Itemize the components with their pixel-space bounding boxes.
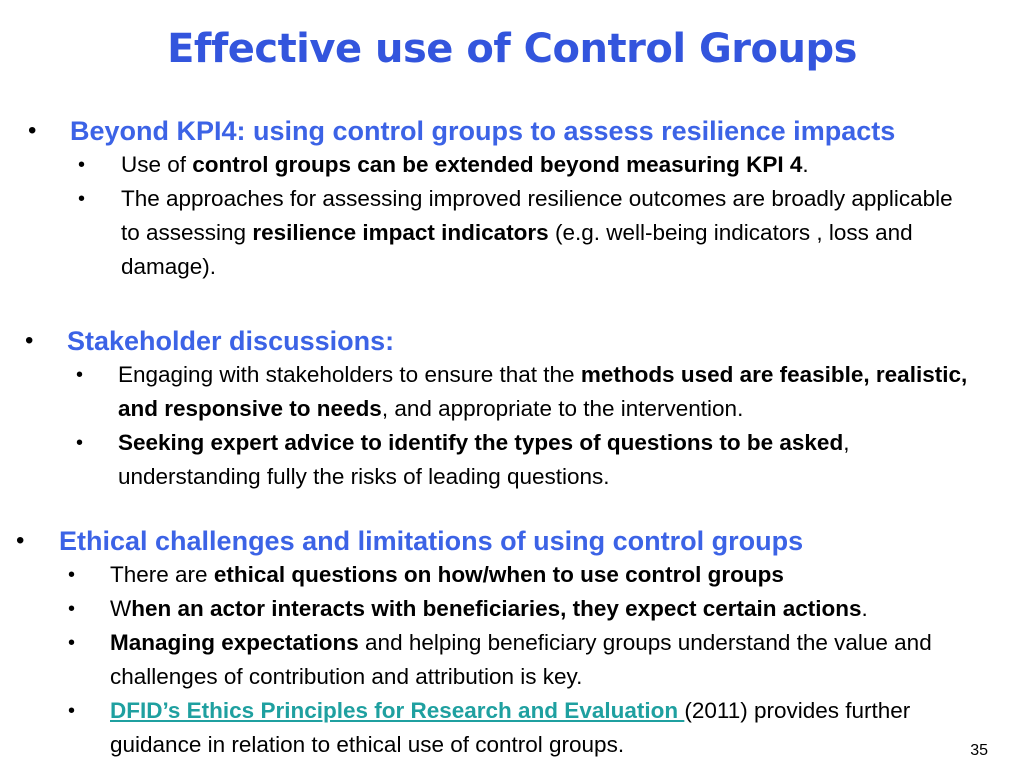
- text-run: W: [110, 596, 132, 621]
- list-item: [76, 358, 998, 426]
- list-item: [76, 426, 998, 494]
- bullet-icon: •: [78, 188, 86, 210]
- bullet-icon: •: [76, 432, 84, 454]
- list-item-text: [118, 358, 998, 426]
- bold-text-run: ethical questions on how/when to use control groups: [213, 562, 784, 587]
- list-item-text: [110, 592, 1005, 626]
- text-run: and helping beneficiary groups understand the value and challenges of contribution and attribution is key.: [110, 630, 932, 689]
- bullet-icon: •: [68, 700, 76, 722]
- sub-list: [78, 148, 961, 284]
- list-item-text: [118, 426, 998, 494]
- slide-title: Effective use of Control Groups: [167, 26, 857, 72]
- bullet-icon: •: [68, 632, 76, 654]
- page-number: 35: [970, 742, 988, 759]
- list-item-text: [121, 148, 961, 182]
- text-run: , understanding fully the risks of leading questions.: [118, 430, 850, 489]
- bullet-icon: •: [28, 117, 37, 144]
- list-item-text: [121, 182, 961, 284]
- bullet-icon: •: [68, 564, 76, 586]
- text-run: (2011) provides further guidance in relation to ethical use of control groups.: [110, 698, 911, 757]
- list-item-text: [110, 694, 960, 762]
- bold-text-run: Seeking expert advice to identify the types of questions to be asked: [118, 430, 844, 455]
- section-beyond-kpi4: [0, 114, 1000, 284]
- section-ethical-challenges: [0, 524, 1010, 762]
- list-item: [78, 148, 961, 182]
- list-item: [78, 182, 961, 284]
- bold-text-run: resilience impact indicators: [252, 220, 549, 245]
- section-heading-row: [0, 524, 1010, 558]
- list-item: [68, 592, 1005, 626]
- sub-list: [76, 358, 998, 494]
- bold-text-run: Managing expectations: [110, 630, 359, 655]
- bullet-icon: •: [25, 327, 34, 354]
- text-run: .: [802, 152, 809, 177]
- section-heading: Beyond KPI4: using control groups to assess resilience impacts: [70, 116, 896, 146]
- list-item: [68, 694, 960, 762]
- bullet-icon: •: [68, 598, 76, 620]
- text-run: .: [861, 596, 868, 621]
- list-item-text: [110, 558, 1005, 592]
- sub-list: [68, 558, 1005, 762]
- bold-text-run: hen an actor interacts with beneficiaries, they expect certain actions: [131, 596, 862, 621]
- list-item: [68, 626, 1005, 694]
- section-heading: Ethical challenges and limitations of using control groups: [59, 526, 804, 556]
- section-heading-row: [0, 324, 1000, 358]
- bold-text-run: methods used are feasible, realistic, and responsive to needs: [118, 362, 968, 421]
- text-run: (e.g. well-being indicators , loss and damage).: [121, 220, 913, 279]
- ethics-principles-link[interactable]: DFID’s Ethics Principles for Research and Evaluation: [110, 698, 685, 723]
- section-heading: Stakeholder discussions:: [67, 326, 395, 356]
- section-heading-row: [0, 114, 1000, 148]
- list-item: [68, 558, 1005, 592]
- text-run: The approaches for assessing improved resilience outcomes are broadly applicable to assessing: [121, 186, 953, 245]
- list-item-text: [110, 626, 1005, 694]
- bold-text-run: control groups can be extended beyond measuring KPI 4: [192, 152, 803, 177]
- bullet-icon: •: [76, 364, 84, 386]
- bullet-icon: •: [16, 527, 25, 554]
- text-run: Use of: [121, 152, 193, 177]
- text-run: Engaging with stakeholders to ensure that the: [118, 362, 581, 387]
- bullet-icon: •: [78, 154, 86, 176]
- text-run: There are: [110, 562, 214, 587]
- section-stakeholder-discussions: [0, 324, 1000, 494]
- text-run: , and appropriate to the intervention.: [381, 396, 744, 421]
